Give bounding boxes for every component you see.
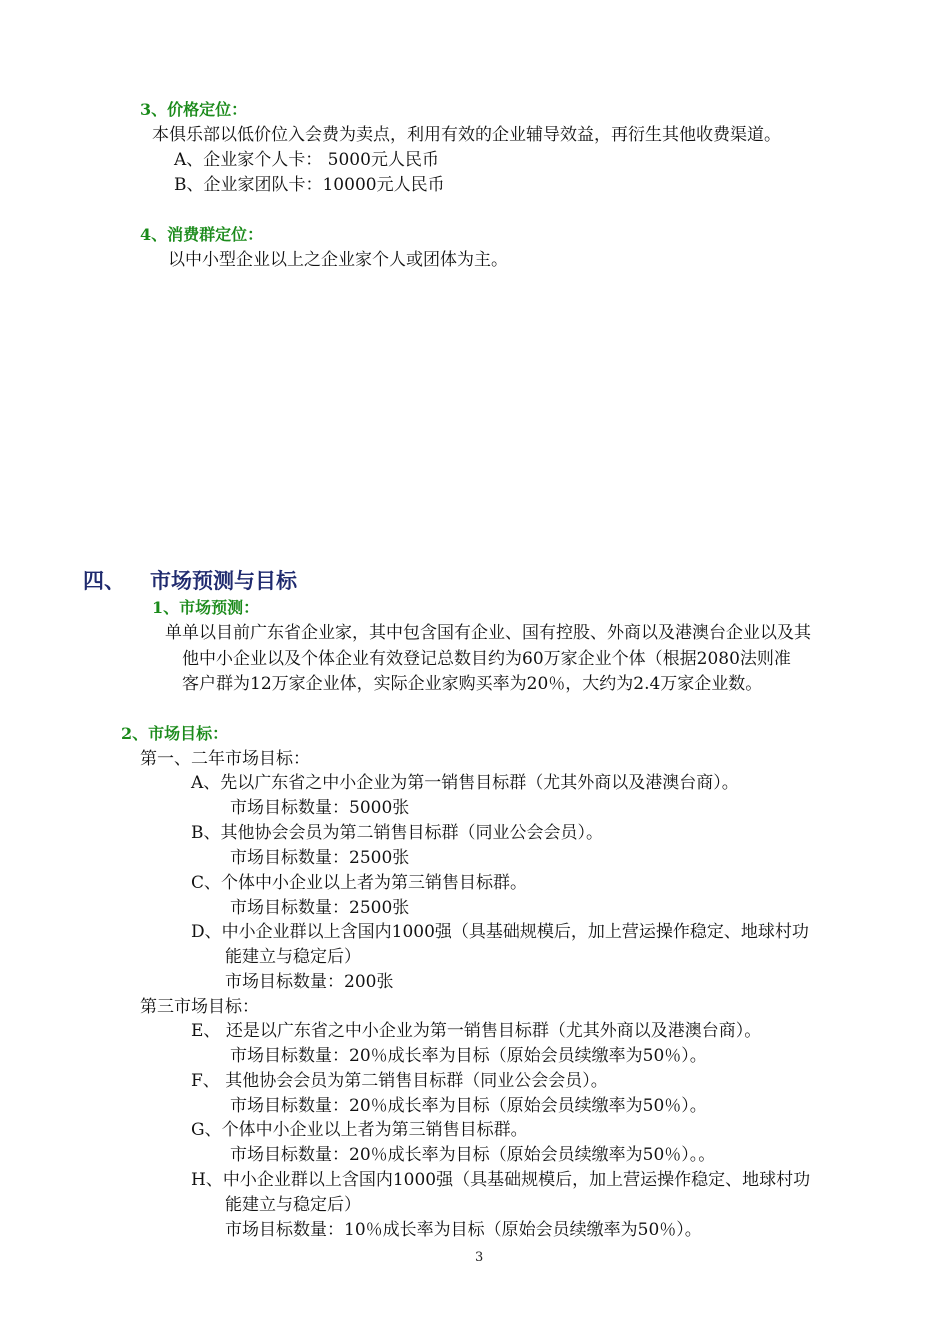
target-item-c: C、个体中小企业以上者为第三销售目标群。 [191,873,528,893]
consumer-positioning-text: 以中小型企业以上之企业家个人或团体为主。 [168,250,508,270]
forecast-line: 单单以目前广东省企业家，其中包含国有企业、国有控股、外商以及港澳台企业以及其 [165,623,811,643]
price-positioning-heading: 3、价格定位： [140,100,248,119]
page-number: 3 [475,1250,484,1265]
phase3-title: 第三市场目标： [140,997,259,1017]
consumer-positioning-heading: 4、消费群定位： [140,225,264,244]
target-qty-b: 市场目标数量：2500张 [230,848,410,868]
target-qty-f: 市场目标数量：20％成长率为目标（原始会员续缴率为50％）。 [230,1096,707,1116]
personal-card-price: A、企业家个人卡： 5000元人民币 [174,150,439,170]
chapter-number: 四、 [83,568,125,593]
target-item-b: B、其他协会会员为第二销售目标群（同业公会会员）。 [191,823,603,843]
forecast-line: 客户群为12万家企业体，实际企业家购买率为20％，大约为2.4万家企业数。 [182,674,763,694]
target-qty-h: 市场目标数量：10％成长率为目标（原始会员续缴率为50％）。 [225,1220,702,1240]
target-item-h: H、中小企业群以上含国内1000强（具基础规模后，加上营运操作稳定、地球村功 [191,1170,811,1190]
target-item-a: A、先以广东省之中小企业为第一销售目标群（尤其外商以及港澳台商）。 [191,773,739,793]
target-qty-d: 市场目标数量：200张 [225,972,394,992]
target-item-e: E、 还是以广东省之中小企业为第一销售目标群（尤其外商以及港澳台商）。 [191,1021,762,1041]
phase1-title: 第一、二年市场目标： [140,749,310,769]
target-item-f: F、 其他协会会员为第二销售目标群（同业公会会员）。 [191,1071,608,1091]
market-target-heading: 2、市场目标： [121,724,229,743]
target-qty-a: 市场目标数量：5000张 [230,798,410,818]
target-item-d-cont: 能建立与稳定后） [225,947,361,967]
target-qty-e: 市场目标数量：20％成长率为目标（原始会员续缴率为50％）。 [230,1046,707,1066]
target-item-g: G、个体中小企业以上者为第三销售目标群。 [191,1120,528,1140]
target-qty-c: 市场目标数量：2500张 [230,898,410,918]
target-item-h-cont: 能建立与稳定后） [225,1195,361,1215]
price-positioning-intro: 本俱乐部以低价位入会费为卖点，利用有效的企业辅导效益，再衍生其他收费渠道。 [152,125,781,145]
target-item-d: D、中小企业群以上含国内1000强（具基础规模后，加上营运操作稳定、地球村功 [191,922,809,942]
forecast-line: 他中小企业以及个体企业有效登记总数目约为60万家企业个体（根据2080法则准 [182,649,791,669]
team-card-price: B、企业家团队卡：10000元人民币 [174,175,445,195]
target-qty-g: 市场目标数量：20％成长率为目标（原始会员续缴率为50％）。。 [230,1145,716,1165]
market-forecast-heading: 1、市场预测： [152,598,260,617]
chapter-title: 市场预测与目标 [150,568,297,593]
